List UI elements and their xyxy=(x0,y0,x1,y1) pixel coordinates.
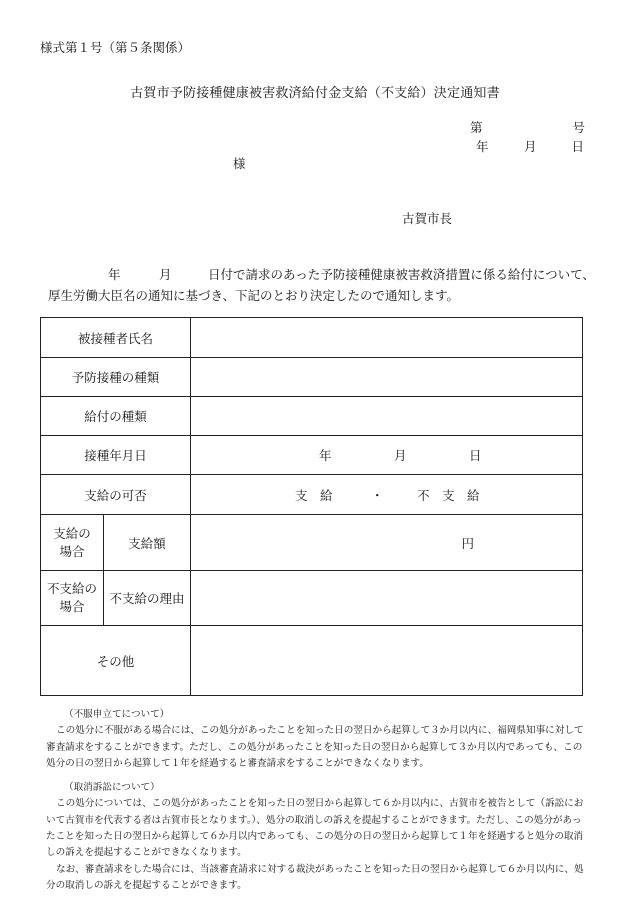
row-vaccinee-name xyxy=(41,318,583,358)
field-other[interactable] xyxy=(191,626,583,696)
field-reason[interactable] xyxy=(191,571,583,626)
field-vaccine-type[interactable] xyxy=(191,358,583,397)
row-benefit-type xyxy=(41,397,583,436)
row-other xyxy=(41,626,583,696)
row-reason xyxy=(41,571,583,626)
vacc-day: 日 xyxy=(469,448,482,463)
document-title: 古賀市予防接種健康被害救済給付金支給（不支給）決定通知書 xyxy=(130,86,500,101)
number-dai: 第 xyxy=(470,120,483,135)
issue-day: 日 xyxy=(571,139,584,154)
intro-year: 年 xyxy=(108,267,121,282)
approval-separator: ・ xyxy=(371,487,384,503)
field-vaccination-date[interactable] xyxy=(191,436,583,475)
lawsuit-heading: （取消訴訟について） xyxy=(64,782,160,794)
row-approval xyxy=(41,475,583,515)
approval-pay[interactable]: 支 給 xyxy=(295,487,333,503)
label-vaccination-date: 接種年月日 xyxy=(41,436,191,475)
issue-month: 月 xyxy=(524,139,537,154)
number-go: 号 xyxy=(572,120,585,135)
approval-nopay[interactable]: 不 支 給 xyxy=(417,487,480,503)
field-approval[interactable] xyxy=(191,475,583,515)
yen-unit: 円 xyxy=(461,535,474,551)
intro-line-1 xyxy=(50,264,595,285)
issue-year: 年 xyxy=(476,139,489,154)
label-vaccinee-name: 被接種者氏名 xyxy=(41,318,191,358)
label-if-not-paid: 不支給の 場合 xyxy=(41,571,104,626)
label-approval: 支給の可否 xyxy=(41,475,191,515)
label-reason: 不支給の理由 xyxy=(104,571,191,626)
addressee-suffix: 様 xyxy=(233,156,246,171)
vacc-year: 年 xyxy=(319,448,332,463)
form-number: 様式第１号（第５条関係） xyxy=(40,40,191,55)
objection-heading: （不服申立てについて） xyxy=(64,709,170,720)
issuer-name: 古賀市長 xyxy=(402,211,453,226)
intro-month: 月 xyxy=(159,267,172,282)
notes-section xyxy=(46,707,591,894)
intro-line1-rest: 日付で請求のあった予防接種健康被害救済措置に係る給付について、 xyxy=(208,267,595,282)
row-amount xyxy=(41,515,583,571)
intro-line-2: 厚生労働大臣名の通知に基づき、下記のとおり決定したので通知します。 xyxy=(48,288,460,303)
label-benefit-type: 給付の種類 xyxy=(41,397,191,436)
field-vaccinee-name[interactable] xyxy=(191,318,583,358)
row-vaccination-date xyxy=(41,436,583,475)
row-vaccine-type xyxy=(41,358,583,397)
lawsuit-text-2: なお、審査請求をした場合には、当該審査請求に対する裁決があったことを知った日の翌日から起算して６か月以内に、処分の取消しの訴えを提起することができます。 xyxy=(46,863,584,891)
field-benefit-type[interactable] xyxy=(191,397,583,436)
intro-paragraph xyxy=(48,264,595,306)
label-vaccine-type: 予防接種の種類 xyxy=(41,358,191,397)
decision-table xyxy=(40,317,583,696)
lawsuit-text: この処分については、この処分があったことを知った日の翌日から起算して６か月以内に、古賀市を被告として（訴訟において古賀市を代表する者は古賀市長となります。）、処分の取消しの訴えを提起することができます。ただし、この処分があったことを知った日の翌日から起算して６か月以内であっても、この処分の日の翌日から起算して１年を経過すると処分の取消しの訴えを提起することができなくなります。 xyxy=(46,798,584,859)
label-other: その他 xyxy=(41,626,191,696)
label-if-paid: 支給の 場合 xyxy=(41,515,104,571)
vacc-month: 月 xyxy=(394,448,407,463)
label-amount: 支給額 xyxy=(104,515,191,571)
field-amount[interactable] xyxy=(191,515,583,571)
document-number-line xyxy=(470,118,585,136)
objection-text: この処分に不服がある場合には、この処分があったことを知った日の翌日から起算して３か月以内に、福岡県知事に対して審査請求をすることができます。ただし、この処分があったことを知った日の翌日から起算して３か月以内であっても、この処分の日の翌日から起算して１年を経過すると審査請求をすることができなくなります。 xyxy=(46,725,584,769)
